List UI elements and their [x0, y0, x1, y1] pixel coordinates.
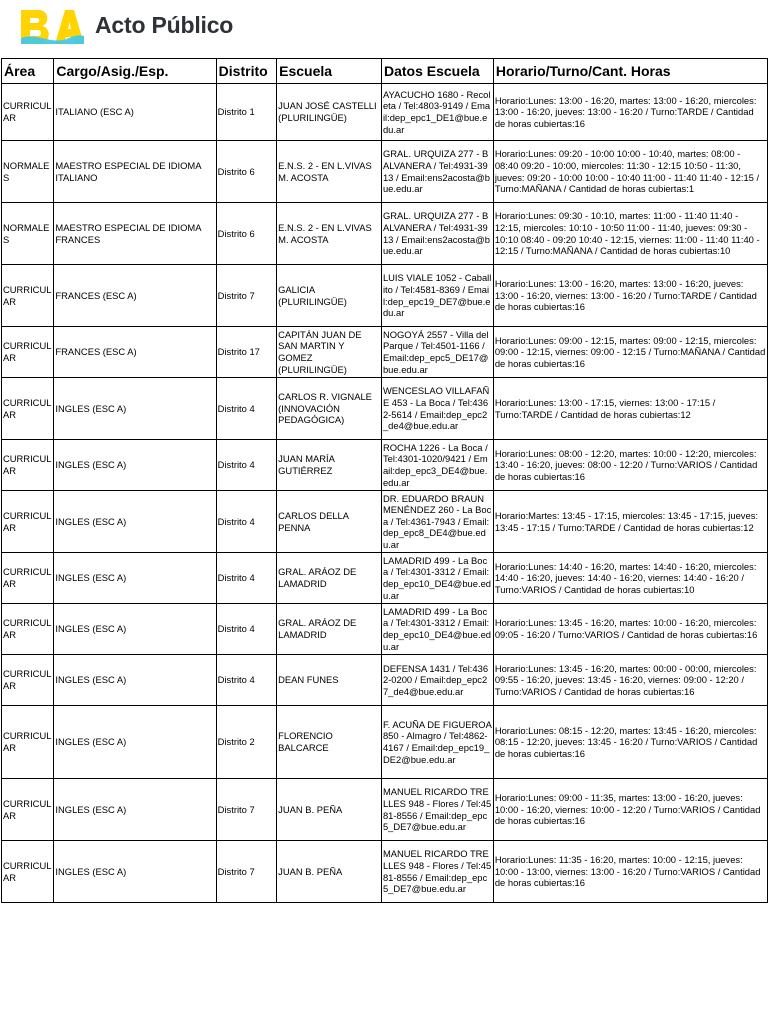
- cell-area: CURRICULAR: [2, 491, 54, 553]
- cell-area: CURRICULAR: [2, 265, 54, 327]
- cell-cargo: MAESTRO ESPECIAL DE IDIOMA ITALIANO: [54, 141, 216, 203]
- cell-datos-escuela: LAMADRID 499 - La Boca / Tel:4301-3312 / Email:dep_epc10_DE4@bue.edu.ar: [381, 604, 493, 655]
- cell-horario: Horario:Lunes: 09:20 - 10:00 10:00 - 10:40, martes: 08:00 - 08:40 09:20 - 10:00, miercoles: 11:30 - 12:15 10:50 - 11:30, jueves: 09:20 - 10:00 10:00 - 10:40 11:00 - 11:40 11:40 - 12:15 / Turno:MAÑANA / Cantidad de horas cubiertas:1: [493, 141, 767, 203]
- cell-escuela: JUAN JOSÉ CASTELLI (PLURILINGÜE): [277, 84, 382, 141]
- cell-cargo: INGLES (ESC A): [54, 779, 216, 841]
- cell-area: CURRICULAR: [2, 604, 54, 655]
- cell-escuela: GRAL. ARÁOZ DE LAMADRID: [277, 553, 382, 604]
- cell-datos-escuela: LAMADRID 499 - La Boca / Tel:4301-3312 / Email:dep_epc10_DE4@bue.edu.ar: [381, 553, 493, 604]
- cell-datos-escuela: F. ACUÑA DE FIGUEROA 850 - Almagro / Tel:4862-4167 / Email:dep_epc19_DE2@bue.edu.ar: [381, 706, 493, 779]
- table-header-row: [2, 59, 768, 84]
- cell-datos-escuela: DEFENSA 1431 / Tel:4362-0200 / Email:dep_epc27_de4@bue.edu.ar: [381, 655, 493, 706]
- cell-horario: Horario:Lunes: 13:45 - 16:20, martes: 00:00 - 00:00, miercoles: 09:55 - 16:20, jueves: 13:45 - 16:20, viernes: 09:00 - 12:20 / Turno:VARIOS / Cantidad de horas cubiertas:16: [493, 655, 767, 706]
- cell-area: CURRICULAR: [2, 779, 54, 841]
- acto-publico-table: [1, 58, 768, 903]
- table-row: [2, 327, 768, 378]
- cell-escuela: E.N.S. 2 - EN L.VIVAS M. ACOSTA: [277, 141, 382, 203]
- cell-horario: Horario:Lunes: 08:15 - 12:20, martes: 13:45 - 16:20, miercoles: 08:15 - 12:20, jueves: 13:45 - 16:20 / Turno:VARIOS / Cantidad de horas cubiertas:16: [493, 706, 767, 779]
- column-header-horario: Horario/Turno/Cant. Horas: [493, 59, 767, 84]
- brand-title: Acto Público: [95, 12, 234, 38]
- page-header: [0, 0, 768, 56]
- cell-horario: Horario:Lunes: 14:40 - 16:20, martes: 14:40 - 16:20, miercoles: 14:40 - 16:20, jueves: 14:40 - 16:20, viernes: 14:40 - 16:20 / Turno:VARIOS / Cantidad de horas cubiertas:10: [493, 553, 767, 604]
- cell-escuela: FLORENCIO BALCARCE: [277, 706, 382, 779]
- cell-datos-escuela: GRAL. URQUIZA 277 - BALVANERA / Tel:4931-3913 / Email:ens2acosta@bue.edu.ar: [381, 203, 493, 265]
- cell-distrito: Distrito 7: [216, 841, 276, 903]
- cell-cargo: FRANCES (ESC A): [54, 327, 216, 378]
- cell-area: NORMALES: [2, 203, 54, 265]
- table-row: [2, 203, 768, 265]
- column-header-escuela: Escuela: [277, 59, 382, 84]
- table-row: [2, 841, 768, 903]
- cell-area: CURRICULAR: [2, 553, 54, 604]
- table-body: [2, 84, 768, 903]
- cell-horario: Horario:Lunes: 08:00 - 12:20, martes: 10:00 - 12:20, miercoles: 13:40 - 16:20, jueves: 08:00 - 12:20 / Turno:VARIOS / Cantidad de horas cubiertas:16: [493, 440, 767, 491]
- table-row: [2, 655, 768, 706]
- table-row: [2, 779, 768, 841]
- cell-escuela: CARLOS DELLA PENNA: [277, 491, 382, 553]
- table-row: [2, 378, 768, 440]
- cell-escuela: JUAN MARÍA GUTIÉRREZ: [277, 440, 382, 491]
- cell-horario: Horario:Lunes: 09:00 - 12:15, martes: 09:00 - 12:15, miercoles: 09:00 - 12:15, viernes: 09:00 - 12:15 / Turno:MAÑANA / Cantidad de horas cubiertas:16: [493, 327, 767, 378]
- cell-area: CURRICULAR: [2, 378, 54, 440]
- cell-distrito: Distrito 4: [216, 378, 276, 440]
- cell-distrito: Distrito 4: [216, 655, 276, 706]
- cell-datos-escuela: LUIS VIALE 1052 - Caballito / Tel:4581-8369 / Email:dep_epc19_DE7@bue.edu.ar: [381, 265, 493, 327]
- cell-horario: Horario:Lunes: 13:00 - 17:15, viernes: 13:00 - 17:15 / Turno:TARDE / Cantidad de horas cubiertas:12: [493, 378, 767, 440]
- cell-distrito: Distrito 6: [216, 203, 276, 265]
- cell-distrito: Distrito 17: [216, 327, 276, 378]
- cell-datos-escuela: ROCHA 1226 - La Boca / Tel:4301-1020/9421 / Email:dep_epc3_DE4@bue.edu.ar: [381, 440, 493, 491]
- cell-distrito: Distrito 6: [216, 141, 276, 203]
- table-row: [2, 265, 768, 327]
- cell-escuela: CAPITÁN JUAN DE SAN MARTIN Y GOMEZ (PLURILINGÜE): [277, 327, 382, 378]
- cell-area: CURRICULAR: [2, 841, 54, 903]
- cell-datos-escuela: DR. EDUARDO BRAUN MENÉNDEZ 260 - La Boca / Tel:4361-7943 / Email:dep_epc8_DE4@bue.edu.ar: [381, 491, 493, 553]
- cell-horario: Horario:Lunes: 09:00 - 11:35, martes: 13:00 - 16:20, jueves: 10:00 - 16:20, viernes: 10:00 - 12:20 / Turno:VARIOS / Cantidad de horas cubiertas:16: [493, 779, 767, 841]
- cell-cargo: ITALIANO (ESC A): [54, 84, 216, 141]
- cell-cargo: INGLES (ESC A): [54, 491, 216, 553]
- cell-distrito: Distrito 4: [216, 440, 276, 491]
- cell-escuela: E.N.S. 2 - EN L.VIVAS M. ACOSTA: [277, 203, 382, 265]
- cell-cargo: INGLES (ESC A): [54, 706, 216, 779]
- cell-distrito: Distrito 2: [216, 706, 276, 779]
- table-row: [2, 440, 768, 491]
- ba-logo-icon: [19, 8, 85, 46]
- cell-horario: Horario:Lunes: 09:30 - 10:10, martes: 11:00 - 11:40 11:40 - 12:15, miercoles: 10:10 - 10:50 11:00 - 11:40, jueves: 09:30 - 10:10 08:40 - 09:20 10:40 - 12:15, viernes: 11:00 - 11:40 11:40 - 12:15 / Turno:MAÑANA / Cantidad de horas cubiertas:10: [493, 203, 767, 265]
- cell-cargo: INGLES (ESC A): [54, 553, 216, 604]
- cell-distrito: Distrito 4: [216, 604, 276, 655]
- cell-horario: Horario:Lunes: 13:00 - 16:20, martes: 13:00 - 16:20, jueves: 13:00 - 16:20, viernes: 13:00 - 16:20 / Turno:TARDE / Cantidad de horas cubiertas:16: [493, 265, 767, 327]
- cell-datos-escuela: GRAL. URQUIZA 277 - BALVANERA / Tel:4931-3913 / Email:ens2acosta@bue.edu.ar: [381, 141, 493, 203]
- cell-area: CURRICULAR: [2, 706, 54, 779]
- cell-cargo: INGLES (ESC A): [54, 440, 216, 491]
- cell-area: CURRICULAR: [2, 440, 54, 491]
- cell-area: CURRICULAR: [2, 84, 54, 141]
- cell-escuela: JUAN B. PEÑA: [277, 841, 382, 903]
- cell-cargo: INGLES (ESC A): [54, 841, 216, 903]
- cell-horario: Horario:Lunes: 13:00 - 16:20, martes: 13:00 - 16:20, miercoles: 13:00 - 16:20, jueves: 13:00 - 16:20 / Turno:TARDE / Cantidad de horas cubiertas:16: [493, 84, 767, 141]
- cell-datos-escuela: WENCESLAO VILLAFAÑE 453 - La Boca / Tel:4362-5614 / Email:dep_epc2_de4@bue.edu.ar: [381, 378, 493, 440]
- table-row: [2, 604, 768, 655]
- cell-cargo: INGLES (ESC A): [54, 378, 216, 440]
- cell-distrito: Distrito 7: [216, 779, 276, 841]
- column-header-area: Área: [2, 59, 54, 84]
- cell-cargo: INGLES (ESC A): [54, 655, 216, 706]
- cell-horario: Horario:Martes: 13:45 - 17:15, miercoles: 13:45 - 17:15, jueves: 13:45 - 17:15 / Turno:TARDE / Cantidad de horas cubiertas:12: [493, 491, 767, 553]
- cell-escuela: CARLOS R. VIGNALE (INNOVACIÓN PEDAGÓGICA): [277, 378, 382, 440]
- cell-cargo: MAESTRO ESPECIAL DE IDIOMA FRANCES: [54, 203, 216, 265]
- cell-cargo: INGLES (ESC A): [54, 604, 216, 655]
- cell-area: CURRICULAR: [2, 327, 54, 378]
- cell-distrito: Distrito 4: [216, 553, 276, 604]
- cell-distrito: Distrito 1: [216, 84, 276, 141]
- cell-datos-escuela: MANUEL RICARDO TRELLES 948 - Flores / Tel:4581-8556 / Email:dep_epc5_DE7@bue.edu.ar: [381, 841, 493, 903]
- cell-area: NORMALES: [2, 141, 54, 203]
- table-row: [2, 84, 768, 141]
- table-row: [2, 491, 768, 553]
- cell-datos-escuela: MANUEL RICARDO TRELLES 948 - Flores / Tel:4581-8556 / Email:dep_epc5_DE7@bue.edu.ar: [381, 779, 493, 841]
- cell-horario: Horario:Lunes: 13:45 - 16:20, martes: 10:00 - 16:20, miercoles: 09:05 - 16:20 / Turno:VARIOS / Cantidad de horas cubiertas:16: [493, 604, 767, 655]
- cell-distrito: Distrito 7: [216, 265, 276, 327]
- cell-horario: Horario:Lunes: 11:35 - 16:20, martes: 10:00 - 12:15, jueves: 10:00 - 13:00, viernes: 13:00 - 16:20 / Turno:VARIOS / Cantidad de horas cubiertas:16: [493, 841, 767, 903]
- cell-escuela: GRAL. ARÁOZ DE LAMADRID: [277, 604, 382, 655]
- table-row: [2, 553, 768, 604]
- table-row: [2, 141, 768, 203]
- cell-distrito: Distrito 4: [216, 491, 276, 553]
- cell-datos-escuela: AYACUCHO 1680 - Recoleta / Tel:4803-9149 / Email:dep_epc1_DE1@bue.edu.ar: [381, 84, 493, 141]
- cell-escuela: JUAN B. PEÑA: [277, 779, 382, 841]
- cell-datos-escuela: NOGOYÁ 2557 - Villa del Parque / Tel:4501-1166 / Email:dep_epc5_DE17@bue.edu.ar: [381, 327, 493, 378]
- cell-escuela: GALICIA (PLURILINGÜE): [277, 265, 382, 327]
- cell-area: CURRICULAR: [2, 655, 54, 706]
- column-header-cargo: Cargo/Asig./Esp.: [54, 59, 216, 84]
- column-header-datos-escuela: Datos Escuela: [381, 59, 493, 84]
- column-header-distrito: Distrito: [216, 59, 276, 84]
- cell-escuela: DEAN FUNES: [277, 655, 382, 706]
- cell-cargo: FRANCES (ESC A): [54, 265, 216, 327]
- table-row: [2, 706, 768, 779]
